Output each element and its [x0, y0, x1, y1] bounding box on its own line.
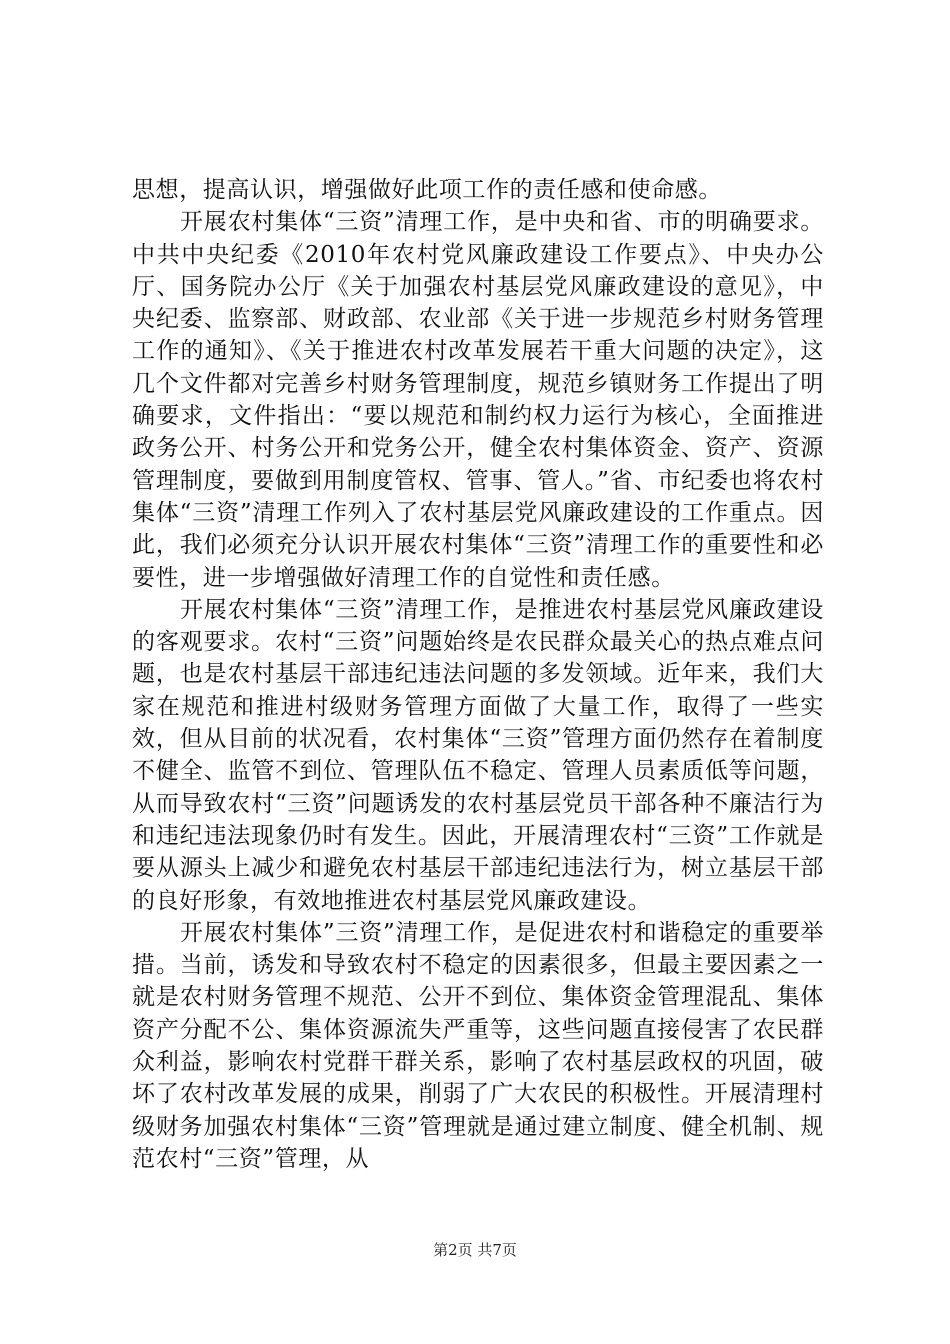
document-body — [132, 174, 824, 1175]
paragraph-2: 开展农村集体“三资”清理工作，是中央和省、市的明确要求。中共中央纪委《2010年农村党风廉政建设工作要点》、中央办公厅、国务院办公厅《关于加强农村基层党风廉政建设的意见》，中央纪委、监察部、财政部、农业部《关于进一步规范乡村财务管理工作的通知》、《关于推进农村改革发展若干重大问题的决定》，这几个文件都对完善乡村财务管理制度，规范乡镇财务工作提出了明确要求，文件指出：“要以规范和制约权力运行为核心，全面推进政务公开、村务公开和党务公开，健全农村集体资金、资产、资源管理制度，要做到用制度管权、管事、管人。”省、市纪委也将农村集体“三资”清理工作列入了农村基层党风廉政建设的工作重点。因此，我们必须充分认识开展农村集体“三资”清理工作的重要性和必要性，进一步增强做好清理工作的自觉性和责任感。 — [132, 209, 824, 591]
paragraph-3: 开展农村集体“三资”清理工作，是推进农村基层党风廉政建设的客观要求。农村“三资”问题始终是农民群众最关心的热点难点问题，也是农村基层干部违纪违法问题的多发领域。近年来，我们大家在规范和推进村级财务管理方面做了大量工作，取得了一些实效，但从目前的状况看，农村集体“三资”管理方面仍然存在着制度不健全、监管不到位、管理队伍不稳定、管理人员素质低等问题，从而导致农村“三资”问题诱发的农村基层党员干部各种不廉洁行为和违纪违法现象仍时有发生。因此，开展清理农村“三资”工作就是要从源头上减少和避免农村基层干部违纪违法行为，树立基层干部的良好形象，有效地推进农村基层党风廉政建设。 — [132, 596, 824, 914]
paragraph-1: 思想，提高认识，增强做好此项工作的责任感和使命感。 — [132, 177, 722, 203]
page-number-footer: 第2页 共7页 — [433, 1241, 517, 1259]
paragraph-4: 开展农村集体”三资”清理工作，是促进农村和谐稳定的重要举措。当前，诱发和导致农村不稳定的因素很多，但最主要因素之一就是农村财务管理不规范、公开不到位、集体资金管理混乱、集体资产分配不公、集体资源流失严重等，这些问题直接侵害了农民群众利益，影响农村党群干群关系，影响了农村基层政权的巩固，破坏了农村改革发展的成果，削弱了广大农民的积极性。开展清理村级财务加强农村集体“三资”管理就是通过建立制度、健全机制、规范农村“三资”管理，从 — [132, 919, 824, 1172]
